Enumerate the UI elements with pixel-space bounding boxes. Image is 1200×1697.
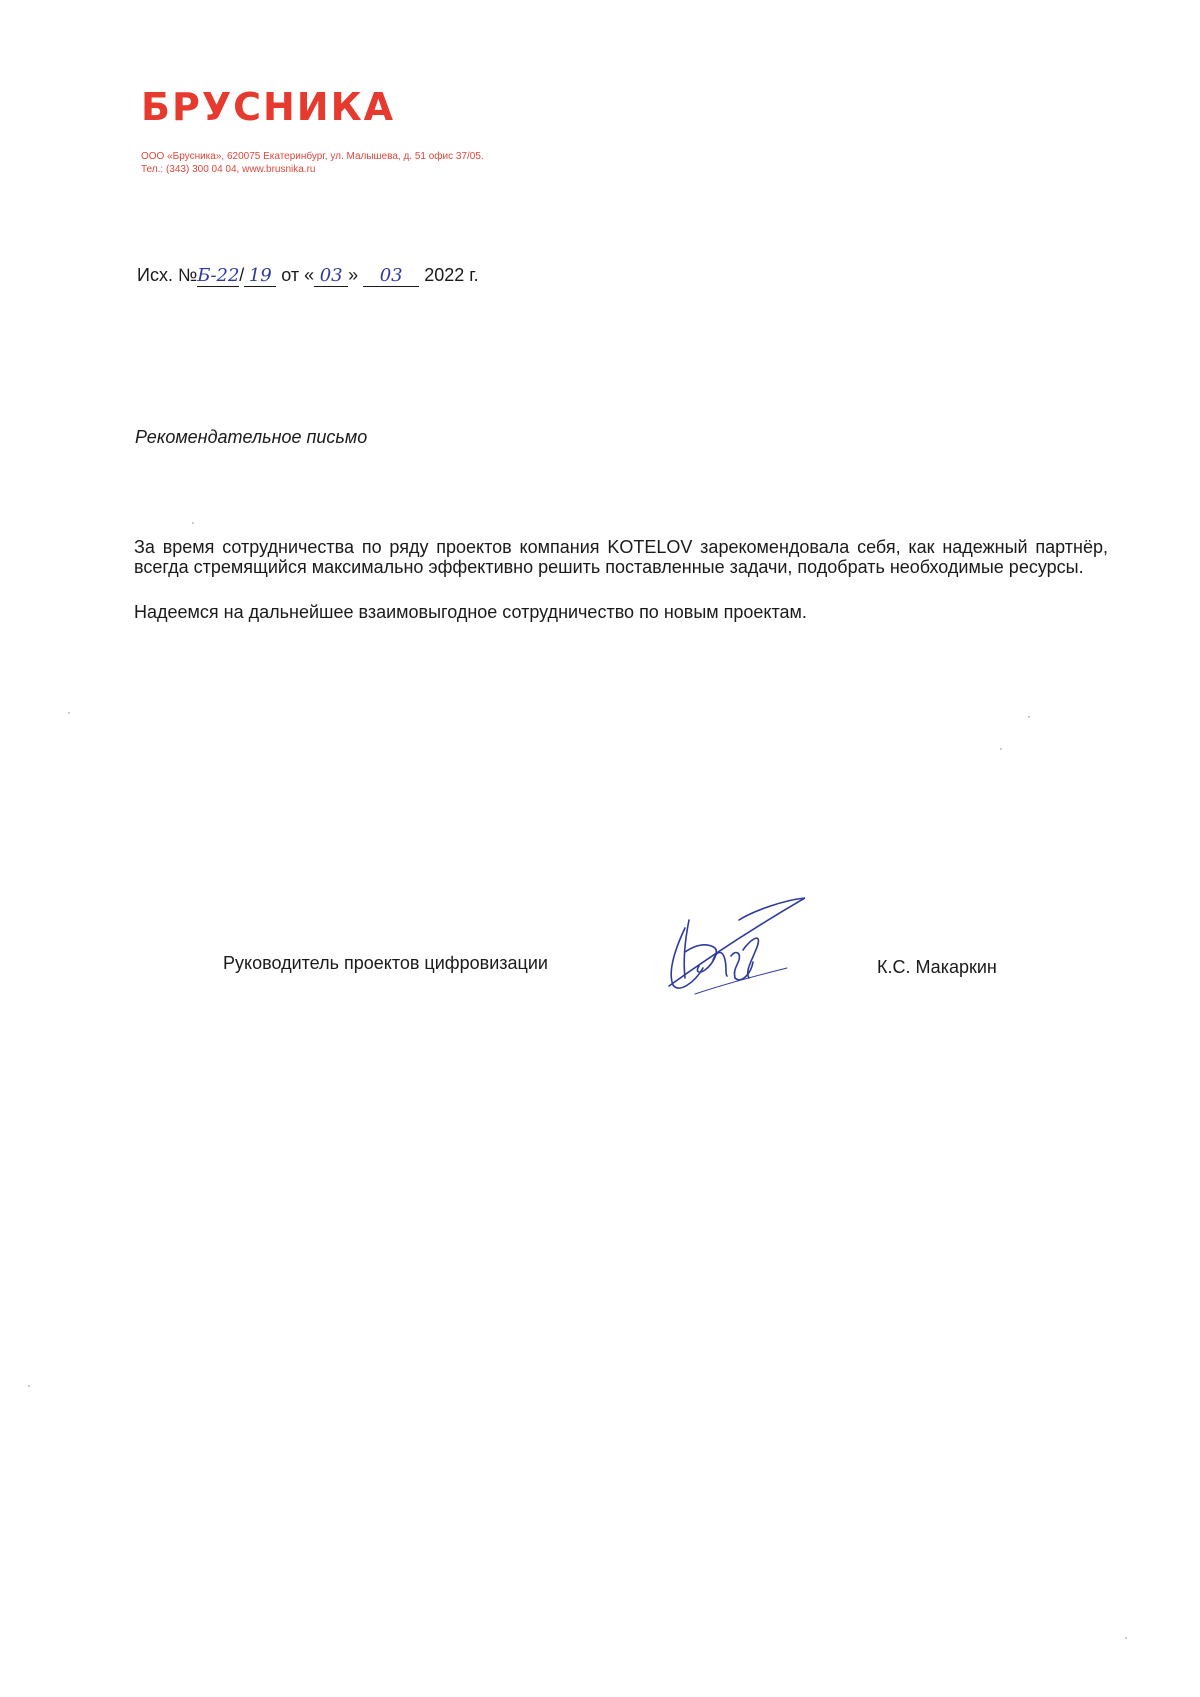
scan-speck bbox=[68, 712, 70, 714]
reference-number-part1: Б-22 bbox=[197, 265, 240, 286]
scan-speck bbox=[192, 522, 194, 524]
scan-speck bbox=[1125, 1637, 1127, 1639]
scan-speck bbox=[1000, 748, 1002, 750]
reference-number-part2: 19 bbox=[244, 265, 276, 287]
body-paragraph-2: Надеемся на дальнейшее взаимовыгодное сотрудничество по новым проектам. bbox=[134, 602, 807, 622]
company-logo: БРУСНИКА bbox=[141, 85, 396, 129]
reference-from-label: от « bbox=[281, 265, 315, 285]
reference-month: 03 bbox=[363, 265, 419, 287]
letter-body bbox=[134, 537, 1108, 622]
scan-speck bbox=[1028, 716, 1030, 718]
address-line: ООО «Брусника», 620075 Екатеринбург, ул. Малышева, д. 51 офис 37/05. bbox=[141, 151, 484, 162]
reference-year: 2022 г. bbox=[424, 265, 479, 285]
reference-day: 03 bbox=[314, 265, 348, 287]
contact-line: Тел.: (343) 300 04 04, www.brusnika.ru bbox=[141, 164, 316, 175]
signatory-role: Руководитель проектов цифровизации bbox=[223, 953, 548, 973]
body-paragraph-1: За время сотрудничества по ряду проектов компания KOTELOV зарекомендовала себя, как надежный партнёр, всегда стремящийся максимально эффективно решить поставленные задачи, подобрать необходимые ресурсы. bbox=[134, 537, 1108, 577]
letter-subject: Рекомендательное письмо bbox=[135, 427, 368, 447]
reference-prefix: Исх. № bbox=[137, 265, 198, 285]
outgoing-reference bbox=[137, 265, 479, 287]
reference-close-quote: » bbox=[348, 265, 359, 285]
signatory-name: К.С. Макаркин bbox=[877, 957, 997, 977]
handwritten-signature bbox=[655, 890, 805, 1000]
company-address bbox=[141, 150, 484, 176]
reference-separator: / bbox=[239, 265, 245, 285]
scan-speck bbox=[28, 1385, 30, 1387]
